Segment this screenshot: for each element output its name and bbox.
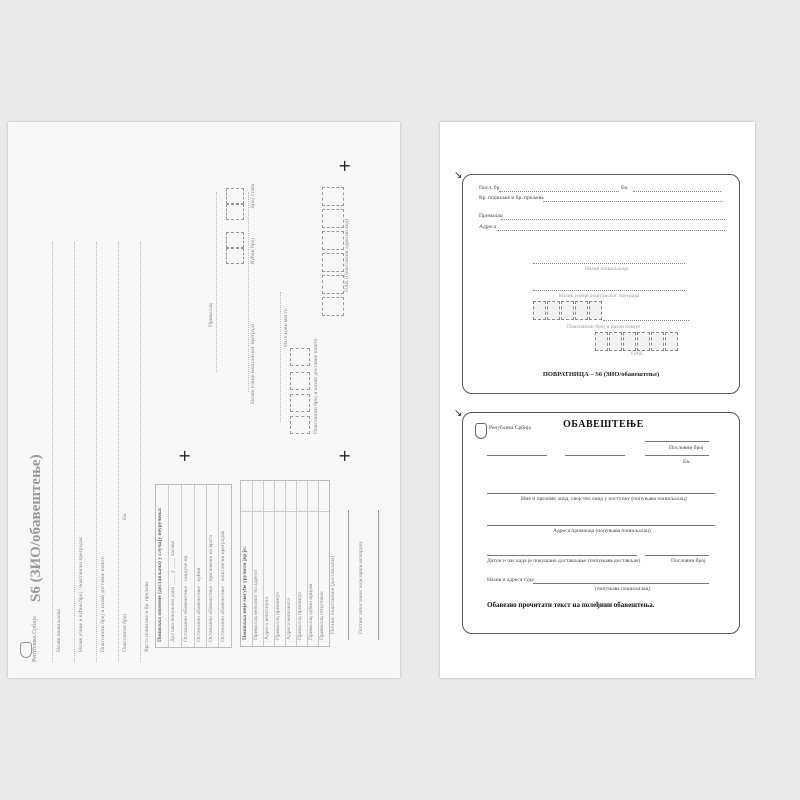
reason-row-4: Адреса непозната [286,598,292,640]
registration-mark: + [178,446,192,465]
employee-signature-label: Потпис запосленог који врши испоруку [358,541,364,634]
notice-title: ОБАВЕШТЕЊЕ [563,419,644,430]
notice-address-label: Адреса примаоца (попуњава пошиљалац) [553,528,651,534]
notice-ev-label: Ев. [683,459,691,465]
notice-row-4: Остављено обавештење - приложено на врата [208,534,214,642]
return-postcode-label: Поштански број и назив поште [567,324,641,330]
return-recipient-label: Прималац [479,213,503,219]
notice-footer: Обавезно прочитати текст на полеђини обавештења. [487,601,655,609]
country-label: Република Србија [32,616,38,662]
right-return-sheet [440,122,755,678]
notice-row-3: Остављено обавештење - кућни [196,567,202,642]
reason-title: Пошиљка није могуће уручити јер је: [242,546,248,640]
notice-row-2: Остављено обавештење - сандуче пр. [183,554,189,642]
sender-name-label: Назив пошиљаоца [56,609,62,652]
ev-label: Ев. [122,512,128,520]
notice-court-note: (попуњава пошиљалац) [595,586,651,592]
postman-signature-label: Потпис поштоноше (достављача) [330,555,336,634]
reason-row-6: Прималац одбио пријем [308,583,314,640]
return-shipment-label: Вр. пошиљке и бр. прељева [479,195,544,201]
return-card [462,174,740,394]
return-street-label: Назив улице/поштанског преграда [559,293,640,299]
recipient-label: Прималац [208,303,214,327]
coat-of-arms-icon [475,423,487,439]
notice-court-label: Назив и адреса суда [487,577,534,583]
return-pak-label: ПАК [631,351,643,357]
reason-row-3: Прималац преминуо [275,592,281,640]
reason-row-7: Прималац отпутовао [319,591,325,640]
sender-street-label: Назив улице и кућни број / поштански преградак [78,537,84,652]
sender-postcode-label: Поштански број и назив доставне поште [100,556,106,652]
house-no-label: Кућни број [250,238,256,264]
notice-post-no2-label: Пословни број [671,558,706,564]
notice-row-1: Достава покушана дана ____ у ____ часова [170,540,176,642]
reason-row-2: Адреса непотпуна [264,597,270,640]
notice-row-5: Остављено обавештење - поштански преградак [220,530,226,642]
reason-row-5: Прималац преминуо [297,592,303,640]
coat-of-arms-icon [20,642,32,658]
flat-no-label: Број стана [250,183,256,208]
street-label: Назив улице/поштанског преграда [250,323,256,404]
sender-postbox-label: Поштански број [122,613,128,652]
return-sender-name-label: Назив пошиљаоца [585,266,628,272]
arrow-icon: ↘ [454,408,463,419]
return-address-label: Адреса [479,224,497,230]
left-envelope-sheet [8,122,400,678]
notice-date-label: Датум и час када је покушано достављање (попуњава достављач) [487,558,641,564]
reason-row-1: Прималац непознат на адреси [253,569,259,640]
place-label: Насељено место [283,308,289,347]
return-ev-label: Ев. [621,185,629,191]
return-card-footer: ПОВРАТНИЦА – S6 (ЗИО/обавештење) [542,371,660,378]
arrow-icon: ↘ [454,170,463,181]
return-post-no-label: Посл. бр. [479,185,501,191]
notice-card [462,412,740,634]
pak-label: ПАК (Поштански адресни код) [344,219,350,292]
type-label: Врста пошиљке и бр. прељева [144,581,150,652]
registration-mark: + [338,446,352,465]
notice-country: Република Србија [489,425,531,431]
notice-title: Пошиљка опомене (достављача) у случају неуручења: [157,507,163,642]
notice-name-label: Име и презиме лица, својство лица у поступку (попуњава пошиљалац) [521,496,687,502]
notice-post-no-label: Пословни број [669,445,704,451]
form-title: S6 (ЗИО/обавештење) [28,454,44,602]
postal-code-place-label: Поштански број и назив доставне поште [313,338,319,434]
registration-mark: + [338,156,352,175]
